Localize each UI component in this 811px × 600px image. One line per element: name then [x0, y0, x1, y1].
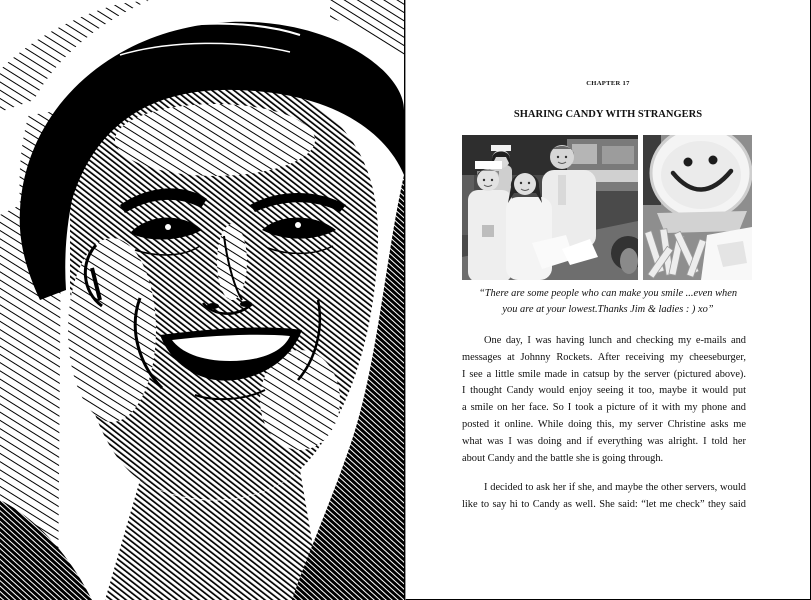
- paragraph-line: about Candy and the battle she is going through.: [462, 452, 664, 464]
- paragraph-line: I decided to ask her if she, and maybe the other servers, would: [484, 482, 746, 493]
- catsup-smile-photo-image: [643, 135, 752, 280]
- caption-line: “There are some people who can make you smile ...even when: [478, 288, 738, 299]
- paragraph-line: I thought Candy would enjoy seeing it too, maybe it would put: [462, 385, 746, 397]
- paragraph-line: like to say hi to Candy as well. She said: “let me check” they said: [462, 498, 746, 510]
- photo-caption: [406, 286, 810, 318]
- portrait-sketch: [0, 0, 404, 600]
- paragraph-line: One day, I was having lunch and checking my e-mails and: [484, 335, 746, 346]
- paragraph: [462, 333, 746, 467]
- chapter-title: SHARING CANDY WITH STRANGERS: [513, 109, 703, 120]
- catsup-smile-photo: [643, 135, 752, 280]
- right-page: [405, 0, 811, 600]
- paragraph-line: a smile on her face. So I took a picture of it with my phone and: [462, 402, 746, 414]
- paragraph-line: I see a little smile made in catsup by the server (pictured above).: [462, 368, 746, 380]
- group-photo: [462, 135, 638, 280]
- left-page: [0, 0, 405, 600]
- paragraph-line: what was I was doing and if everything was alright. I told her: [462, 435, 746, 447]
- group-photo-image: [462, 135, 638, 280]
- paragraph-line: posted it online. While doing this, my server Christine asks me: [462, 418, 746, 430]
- paragraph: [462, 480, 746, 514]
- caption-line: you are at your lowest.Thanks Jim & ladies : ) xo”: [502, 304, 714, 315]
- paragraph-line: messages at Johnny Rockets. After receiving my cheeseburger,: [462, 351, 746, 363]
- chapter-label: CHAPTER 17: [586, 80, 630, 87]
